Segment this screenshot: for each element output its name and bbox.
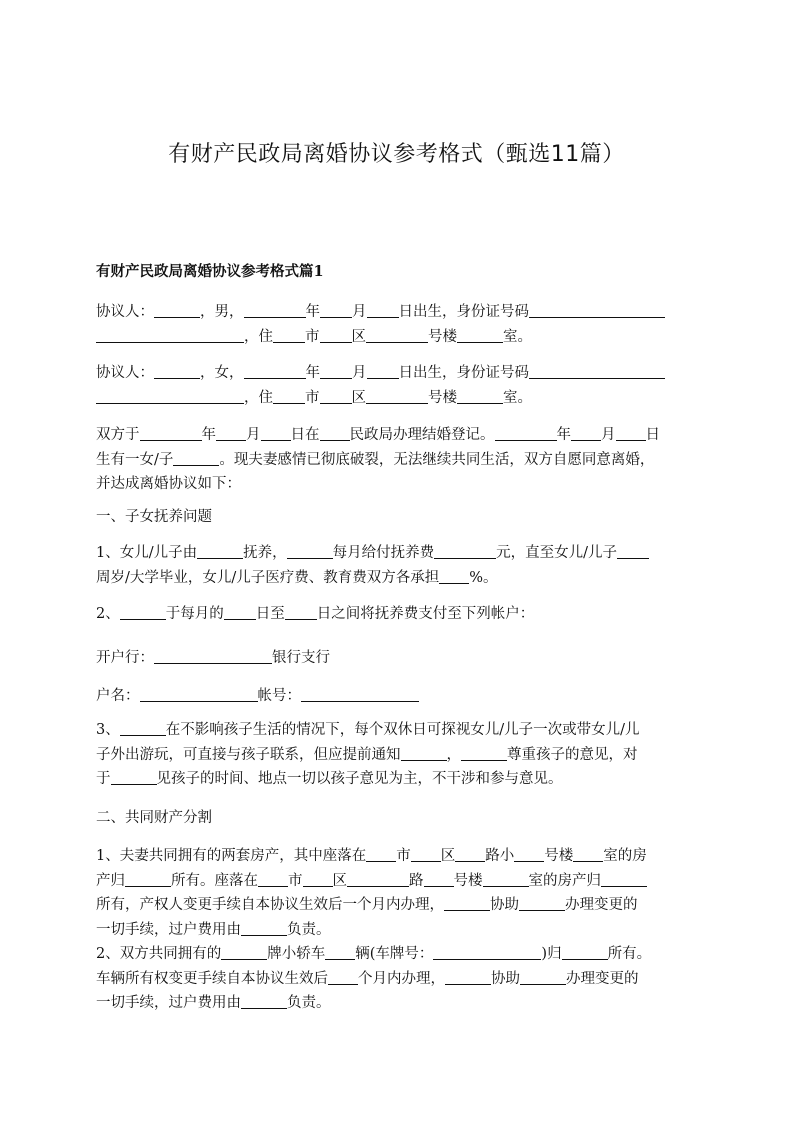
blank-field (529, 302, 665, 318)
blank-field (320, 425, 350, 441)
visitation-paragraph (96, 718, 701, 792)
blank-field (444, 895, 490, 911)
blank-field (216, 425, 246, 441)
blank-field (303, 871, 333, 887)
blank-field (433, 944, 541, 960)
text-line: 子外出游玩，可直接与孩子联系，但应提前通知 ， 尊重孩子的意见，对 (96, 746, 638, 763)
blank-field (287, 543, 333, 559)
blank-field (367, 302, 399, 318)
blank-field (120, 604, 166, 620)
blank-field (244, 302, 306, 318)
payment-paragraph (96, 602, 701, 627)
text-line: 3、 在不影响孩子生活的情况下，每个双休日可探视女儿/儿子一次或带女儿/儿 (96, 722, 640, 738)
blank-field (617, 543, 649, 559)
blank-field (424, 871, 454, 887)
text-line: 开户行： 银行支行 (96, 650, 330, 666)
text-line: ，住 市 区 号楼 室。 (96, 386, 701, 411)
text-line: 一切手续，过户费用由 负责。 (96, 921, 331, 938)
blank-field (367, 363, 399, 379)
blank-field (439, 568, 469, 584)
blank-field (140, 686, 258, 702)
text-line: 2、 于每月的 日至 日之间将抚养费支付至下列帐户： (96, 606, 535, 622)
text-line: ，住 市 区 号楼 室。 (96, 325, 701, 350)
text-line: 生有一女/子 。现夫妻感情已彻底破裂，无法继续共同生活，双方自愿同意离婚， (96, 451, 655, 468)
text-line: 一切手续，过户费用由 负责。 (96, 995, 331, 1011)
text-line: 2、双方共同拥有的 牌小轿车 辆(车牌号： )归 所有。 (96, 946, 652, 962)
blank-field (285, 604, 317, 620)
blank-field (301, 686, 419, 702)
blank-field (154, 302, 200, 318)
text-line: 1、夫妻共同拥有的两套房产，其中座落在 市 区 路小 号楼 室的房 (96, 848, 647, 864)
blank-field (221, 944, 267, 960)
blank-field (258, 871, 288, 887)
blank-field (495, 425, 557, 441)
blank-field (320, 302, 352, 318)
blank-field (529, 363, 665, 379)
blank-field (616, 425, 646, 441)
text-line: 1、女儿/儿子由 抚养， 每月给付抚养费 元，直至女儿/儿子 (96, 541, 701, 566)
party-two-paragraph (96, 361, 701, 410)
blank-field (140, 425, 202, 441)
blank-field (173, 450, 219, 466)
blank-field (273, 327, 305, 343)
text-line: 协议人： ，女， 年 月 日出生，身份证号码 (96, 361, 701, 386)
blank-field (366, 846, 396, 862)
text-line: 协议人： ，男， 年 月 日出生，身份证号码 (96, 300, 701, 325)
blank-field (325, 944, 355, 960)
blank-field (120, 720, 166, 736)
blank-field (241, 920, 287, 936)
blank-field (244, 363, 306, 379)
blank-field (519, 895, 565, 911)
blank-field (457, 388, 503, 404)
blank-field (366, 327, 428, 343)
account-line (96, 684, 701, 709)
blank-field (601, 871, 647, 887)
blank-field (411, 846, 441, 862)
text-line: 户名： 帐号： (96, 684, 701, 709)
bank-line (96, 646, 701, 671)
heading-child-custody: 一、子女抚养问题 (96, 509, 212, 525)
blank-field (154, 648, 272, 664)
blank-field (96, 388, 244, 404)
blank-field (320, 388, 352, 404)
blank-field (457, 327, 503, 343)
text-line: 并达成离婚协议如下： (96, 476, 241, 492)
blank-field (197, 543, 243, 559)
blank-field (241, 993, 287, 1009)
blank-field (483, 871, 529, 887)
blank-field (445, 969, 491, 985)
blank-field (125, 871, 171, 887)
blank-field (571, 425, 601, 441)
blank-field (224, 604, 256, 620)
text-line: 于 见孩子的时间、地点一切以孩子意见为主，不干涉和参与意见。 (96, 771, 563, 787)
blank-field (401, 745, 447, 761)
text-line: 所有，产权人变更手续自本协议生效后一个月内办理， 协助 办理变更的 (96, 897, 638, 913)
heading-property-division: 二、共同财产分割 (96, 810, 212, 826)
blank-field (320, 327, 352, 343)
blank-field (96, 327, 244, 343)
blank-field (320, 363, 352, 379)
document-title: 有财产民政局离婚协议参考格式（甄选11篇） (168, 142, 625, 167)
blank-field (261, 425, 291, 441)
text-line: 车辆所有权变更手续自本协议生效后 个月内办理， 协助 办理变更的 (96, 970, 639, 987)
blank-field (154, 363, 200, 379)
text-line: 双方于 年 月 日在 民政局办理结婚登记。 年 月 日 (96, 427, 660, 443)
blank-field (273, 388, 305, 404)
party-one-paragraph (96, 300, 701, 349)
text-line: 产归 所有。座落在 市 区 路 号楼 室的房产归 (96, 869, 701, 894)
car-paragraph (96, 942, 701, 1016)
blank-field (366, 388, 428, 404)
house-paragraph (96, 844, 701, 942)
blank-field (455, 846, 485, 862)
blank-field (573, 846, 603, 862)
blank-field (347, 871, 409, 887)
text-line: 周岁/大学毕业，女儿/儿子医疗费、教育费双方各承担 %。 (96, 569, 498, 586)
blank-field (520, 969, 566, 985)
blank-field (111, 769, 157, 785)
blank-field (328, 969, 358, 985)
section-heading: 有财产民政局离婚协议参考格式篇1 (96, 263, 324, 280)
marriage-paragraph (96, 423, 701, 497)
blank-field (434, 543, 496, 559)
blank-field (514, 846, 544, 862)
custody-paragraph (96, 541, 701, 590)
blank-field (562, 944, 608, 960)
blank-field (461, 745, 507, 761)
